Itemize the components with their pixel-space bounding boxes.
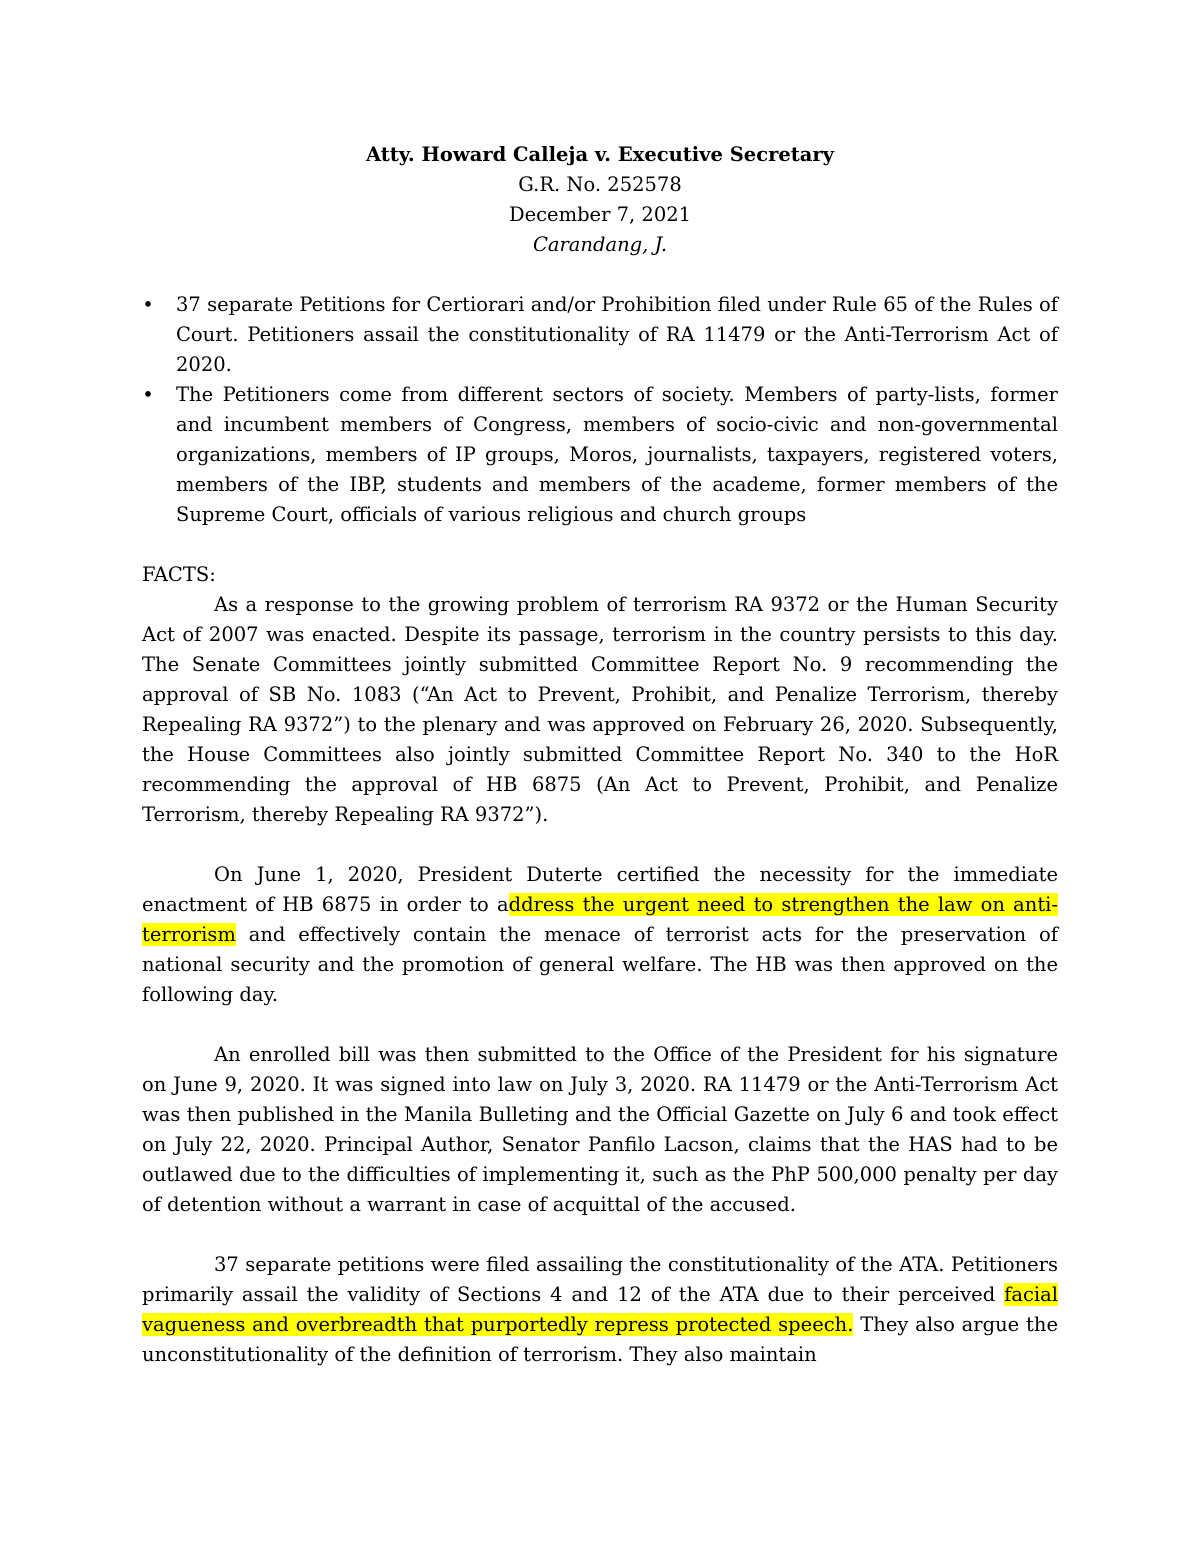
facts-paragraph-1: As a response to the growing problem of terrorism RA 9372 or the Human Security Act of 2007 was enacted. Despite its passage, terrorism in the country persists to this day. The Senate Committees jointly submitted Committee Report No. 9 recommending the approval of SB No. 1083 (“An Act to Prevent, Prohibit, and Penalize Terrorism, thereby Repealing RA 9372”) to the plenary and was approved on February 26, 2020. Subsequently, the House Committees also jointly submitted Committee Report No. 340 to the HoR recommending the approval of HB 6875 (An Act to Prevent, Prohibit, and Penalize Terrorism, thereby Repealing RA 9372”). [142,593,1058,826]
summary-bullet-list [142,290,1058,530]
paragraph-text: They also argue the unconstitutionality of the definition of terrorism. They also maintain [142,1313,1058,1366]
facts-heading: FACTS: [142,563,216,586]
highlighted-text: facial vagueness and overbreadth that purportedly repress protected speech. [142,1283,1058,1336]
bullet-icon: • [142,383,154,406]
bullet-icon: • [142,293,154,316]
case-ponente: Carandang, J. [532,233,668,256]
paragraph-text: On June 1, 2020, President Duterte certified the necessity for the immediate enactment of HB 6875 in order to a [142,863,1058,916]
highlighted-text: ddress the urgent need to strengthen the law on anti-terrorism [142,893,1058,946]
case-header [142,140,1058,260]
bullet-item [142,380,1058,530]
paragraph-text: and effectively contain the menace of terrorist acts for the preservation of national security and the promotion of general welfare. The HB was then approved on the following day. [142,923,1058,1006]
facts-paragraph-2 [142,860,1058,1010]
document-body [142,140,1058,1400]
case-gr-number: G.R. No. 252578 [518,173,682,196]
facts-paragraph-4 [142,1250,1058,1370]
bullet-item [142,290,1058,380]
bullet-text: 37 separate Petitions for Certiorari and/or Prohibition filed under Rule 65 of the Rules of Court. Petitioners assail the constitutionality of RA 11479 or the Anti-Terrorism Act of 2020. [176,293,1058,376]
case-date: December 7, 2021 [508,203,692,226]
case-title: Atty. Howard Calleja v. Executive Secretary [366,143,834,166]
bullet-text: The Petitioners come from different sectors of society. Members of party-lists, former and incumbent members of Congress, members of socio-civic and non-governmental organizations, members of IP groups, Moros, journalists, taxpayers, registered voters, members of the IBP, students and members of the academe, former members of the Supreme Court, officials of various religious and church groups [176,383,1058,526]
facts-paragraph-3: An enrolled bill was then submitted to the Office of the President for his signature on June 9, 2020. It was signed into law on July 3, 2020. RA 11479 or the Anti-Terrorism Act was then published in the Manila Bulleting and the Official Gazette on July 6 and took effect on July 22, 2020. Principal Author, Senator Panfilo Lacson, claims that the HAS had to be outlawed due to the difficulties of implementing it, such as the PhP 500,000 penalty per day of detention without a warrant in case of acquittal of the accused. [142,1043,1058,1216]
paragraph-text: 37 separate petitions were filed assailing the constitutionality of the ATA. Petitioners primarily assail the validity of Sections 4 and 12 of the ATA due to their perceived [142,1253,1058,1306]
